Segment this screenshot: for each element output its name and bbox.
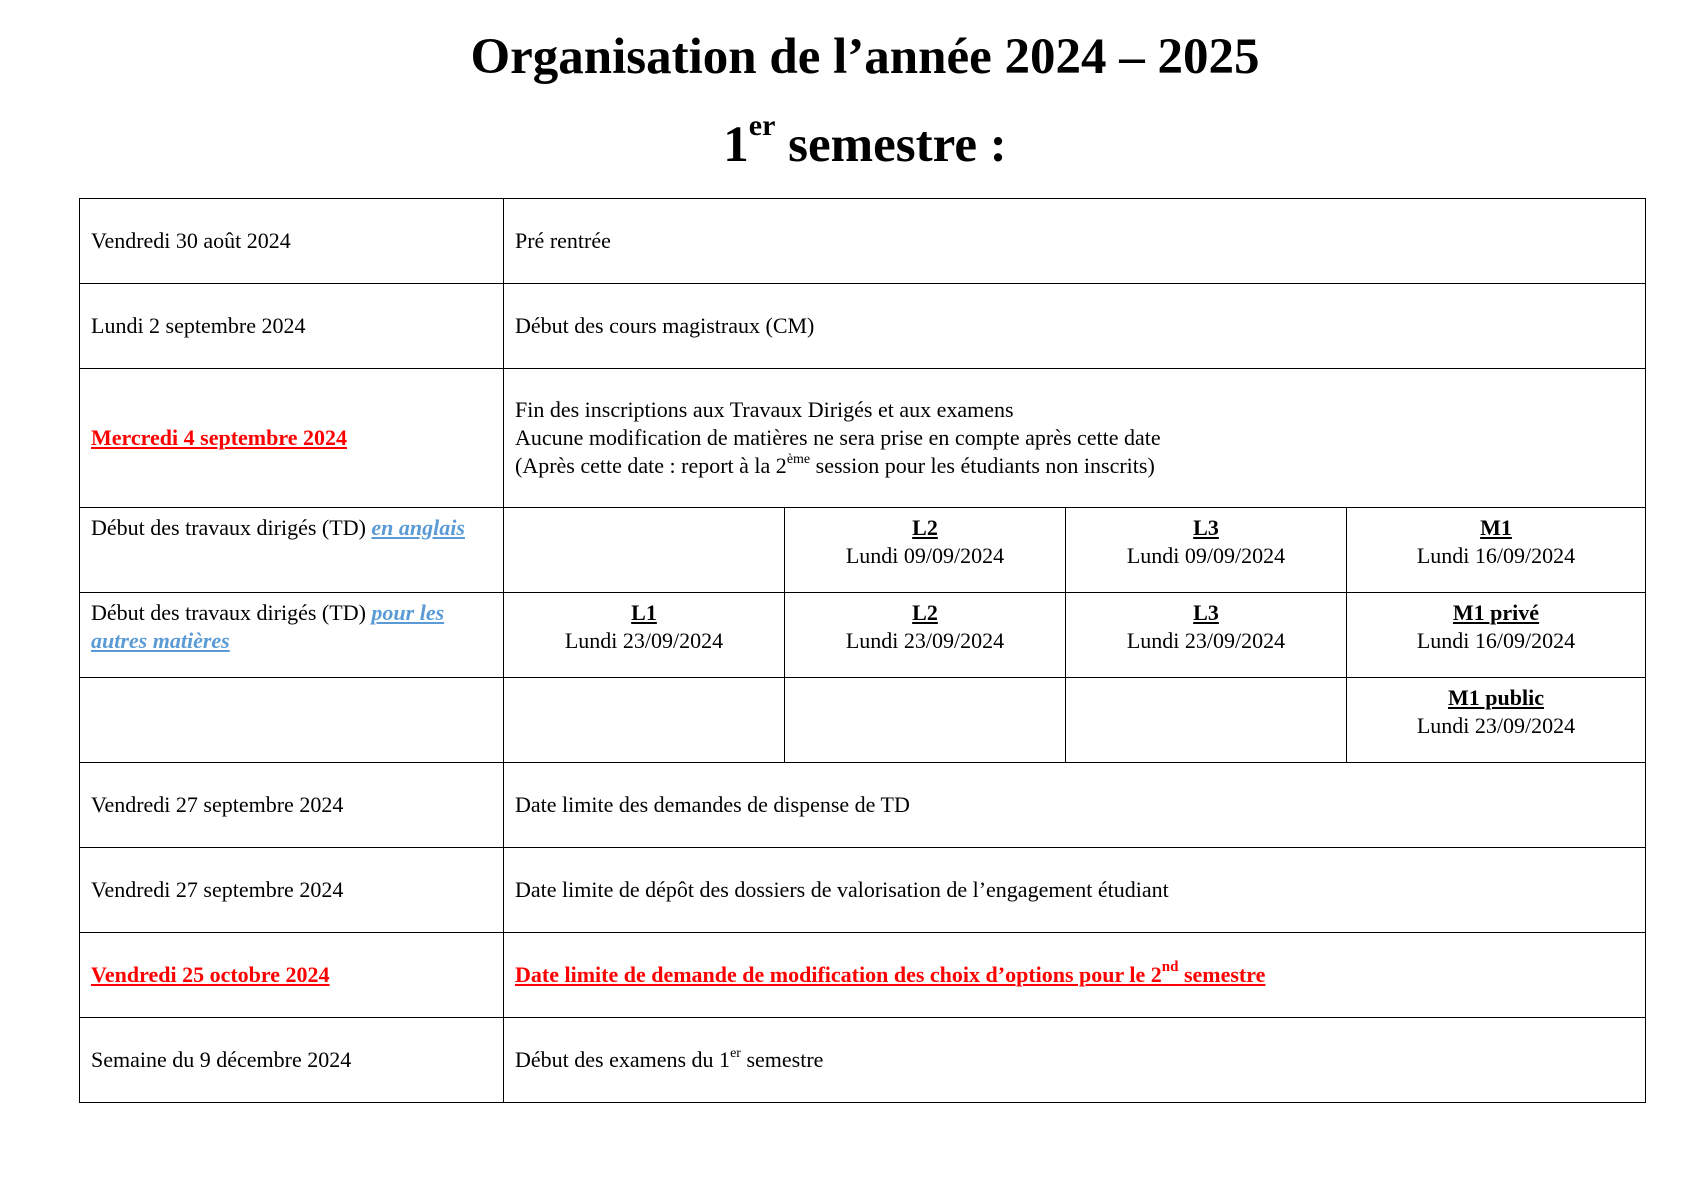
highlighted-event-text: Date limite de demande de modification des choix d’options pour le 2 <box>515 962 1162 987</box>
date-cell <box>80 933 504 1018</box>
table-row <box>80 933 1646 1018</box>
table-row <box>80 1018 1646 1103</box>
level-date: Lundi 23/09/2024 <box>1126 628 1286 653</box>
level-cell <box>1066 593 1347 678</box>
level-label: L2 <box>912 515 938 540</box>
empty-cell <box>1066 678 1347 763</box>
ordinal-suffix: nd <box>1161 959 1179 975</box>
level-label: L2 <box>912 600 938 625</box>
table-row <box>80 284 1646 369</box>
event-cell: Pré rentrée <box>504 199 1646 284</box>
level-date: Lundi 16/09/2024 <box>1416 628 1576 653</box>
highlighted-date: Mercredi 4 septembre 2024 <box>91 425 347 450</box>
table-row <box>80 508 1646 593</box>
level-cell <box>1347 678 1646 763</box>
td-other-subjects-link[interactable]: pour les autres matières <box>91 600 445 653</box>
event-line: Aucune modification de matières ne sera prise en compte après cette date <box>515 425 1161 450</box>
semester-ordinal: er <box>748 109 776 142</box>
event-cell <box>504 1018 1646 1103</box>
highlighted-date: Vendredi 25 octobre 2024 <box>91 962 330 987</box>
level-cell <box>504 508 785 593</box>
level-date: Lundi 23/09/2024 <box>1416 713 1576 738</box>
level-label: M1 public <box>1448 685 1544 710</box>
date-cell: Vendredi 27 septembre 2024 <box>80 763 504 848</box>
table-row <box>80 678 1646 763</box>
event-text: Début des examens du 1 <box>515 1047 731 1072</box>
level-date: Lundi 23/09/2024 <box>564 628 724 653</box>
td-english-link[interactable]: en anglais <box>371 515 465 540</box>
date-cell: Vendredi 27 septembre 2024 <box>80 848 504 933</box>
level-cell <box>785 593 1066 678</box>
level-date: Lundi 09/09/2024 <box>1126 543 1286 568</box>
event-line-text: (Après cette date : report à la 2 <box>515 453 787 478</box>
highlighted-event <box>515 959 1266 987</box>
level-label: L1 <box>631 600 657 625</box>
td-label-cell <box>80 508 504 593</box>
date-cell: Vendredi 30 août 2024 <box>80 199 504 284</box>
event-text: semestre <box>740 1047 824 1072</box>
empty-cell <box>504 678 785 763</box>
date-cell <box>80 369 504 508</box>
level-date: Lundi 23/09/2024 <box>845 628 1005 653</box>
calendar-table <box>79 198 1646 1103</box>
level-label: M1 privé <box>1452 600 1540 625</box>
event-cell: Date limite de dépôt des dossiers de valorisation de l’engagement étudiant <box>504 848 1646 933</box>
level-label: L3 <box>1193 600 1219 625</box>
level-cell <box>1066 508 1347 593</box>
semester-label: semestre : <box>775 117 1007 173</box>
semester-heading <box>0 110 1684 180</box>
page-title: Organisation de l’année 2024 – 2025 <box>470 29 1260 85</box>
table-row <box>80 199 1646 284</box>
date-cell: Semaine du 9 décembre 2024 <box>80 1018 504 1103</box>
table-row <box>80 848 1646 933</box>
level-cell <box>1347 508 1646 593</box>
date-cell: Lundi 2 septembre 2024 <box>80 284 504 369</box>
level-date: Lundi 09/09/2024 <box>845 543 1005 568</box>
event-line <box>515 452 1634 480</box>
table-row <box>80 763 1646 848</box>
event-cell <box>504 933 1646 1018</box>
td-label-cell <box>80 593 504 678</box>
highlighted-event-text: semestre <box>1178 962 1266 987</box>
level-label: M1 <box>1480 515 1512 540</box>
empty-cell <box>80 678 504 763</box>
level-cell <box>1347 593 1646 678</box>
event-cell <box>504 369 1646 508</box>
ordinal-suffix: er <box>730 1046 741 1061</box>
empty-cell <box>785 678 1066 763</box>
table-row <box>80 593 1646 678</box>
table-row <box>80 369 1646 508</box>
event-cell: Date limite des demandes de dispense de TD <box>504 763 1646 848</box>
level-date: Lundi 16/09/2024 <box>1416 543 1576 568</box>
ordinal-suffix: ème <box>786 452 811 467</box>
event-line-text: session pour les étudiants non inscrits) <box>810 453 1155 478</box>
semester-number: 1 <box>723 117 749 173</box>
level-cell <box>504 593 785 678</box>
level-label: L3 <box>1193 515 1219 540</box>
td-label: Début des travaux dirigés (TD) <box>91 600 372 625</box>
level-cell <box>785 508 1066 593</box>
event-line: Fin des inscriptions aux Travaux Dirigés et aux examens <box>515 397 1014 422</box>
event-cell: Début des cours magistraux (CM) <box>504 284 1646 369</box>
td-label: Début des travaux dirigés (TD) <box>91 515 372 540</box>
